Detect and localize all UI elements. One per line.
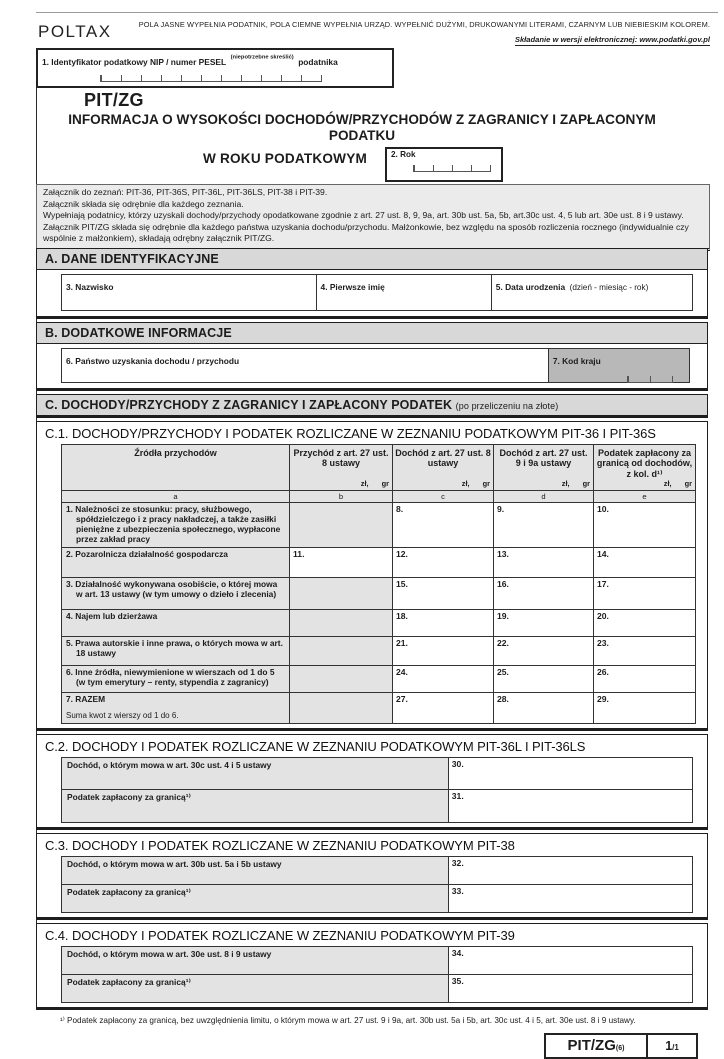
unit-zl: zł, xyxy=(360,479,369,489)
input-cell-27[interactable]: 27. xyxy=(393,692,494,723)
row-label-4: 4. Najem lub dzierżawa xyxy=(62,609,290,636)
country-label: 6. Państwo uzyskania dochodu / przychodu xyxy=(66,356,240,366)
unit-zl: zł, xyxy=(663,479,672,489)
section-c-title-note: (po przeliczeniu na złote) xyxy=(455,401,559,411)
input-cell-26[interactable]: 26. xyxy=(594,665,696,692)
c3-tax-label: Podatek zapłacony za granicą¹⁾ xyxy=(61,884,449,913)
c4-income-label: Dochód, o którym mowa w art. 30e ust. 8 i 9 ustawy xyxy=(61,946,449,975)
row-label-2: 2. Pozarolnicza działalność gospodarcza xyxy=(62,547,290,577)
col-letter-b: b xyxy=(290,491,393,503)
unit-zl: zł, xyxy=(461,479,470,489)
country-field[interactable] xyxy=(61,348,549,383)
c1-col-sources-header: Źródła przychodów xyxy=(62,445,290,491)
c2-row-tax xyxy=(61,789,693,823)
unit-gr: gr xyxy=(684,479,692,489)
instruction-line-3: Wypełniają podatnicy, którzy uzyskali dochody/przychody opodatkowane zgodnie z art. 27 ust. 8, 9, 9a, art. 30b ust. 5a, 5b, art.30c ust. 4, 5 lub art. 30e ust. 8 i 9 ustawy. Załącznik PIT/ZG składa się odrębnie dla każdego państwa uzyskania dochodu/przychodu. Małżonkowie, bez względu na sposób rozliczenia rocznego (indywidualnie czy wspólnie z małżonkiem), składają odrębny załącznik PIT/ZG. xyxy=(43,210,689,244)
c1-row-4 xyxy=(62,609,696,636)
section-c2 xyxy=(36,734,708,831)
row-label-7-razem: 7. RAZEM Suma kwot z wierszy od 1 do 6. xyxy=(62,692,290,723)
unit-zl: zł, xyxy=(561,479,570,489)
input-cell-12[interactable]: 12. xyxy=(393,547,494,577)
blocked-cell xyxy=(290,665,393,692)
input-cell-31[interactable]: 31. xyxy=(449,789,693,823)
country-code-label: 7. Kod kraju xyxy=(552,356,601,366)
razem-sublabel: Suma kwot z wierszy od 1 do 6. xyxy=(66,710,179,720)
surname-label: 3. Nazwisko xyxy=(66,282,114,292)
c4-row-tax xyxy=(61,974,693,1003)
blocked-cell xyxy=(290,636,393,665)
c3-row-income xyxy=(61,856,693,885)
input-cell-30[interactable]: 30. xyxy=(449,757,693,791)
col-letter-e: e xyxy=(594,491,696,503)
section-c4-heading: C.4. DOCHODY I PODATEK ROZLICZANE W ZEZNANIU PODATKOWYM PIT-39 xyxy=(45,928,515,944)
input-cell-23[interactable]: 23. xyxy=(594,636,696,665)
birth-date-hint: (dzień - miesiąc - rok) xyxy=(569,283,649,292)
blocked-cell xyxy=(290,577,393,609)
instruction-line-1: Załącznik do zeznań: PIT-36, PIT-36S, PIT-36L, PIT-36LS, PIT-38 i PIT-39. xyxy=(43,187,328,197)
surname-field[interactable] xyxy=(61,274,317,311)
section-c1 xyxy=(36,421,708,731)
input-cell-21[interactable]: 21. xyxy=(393,636,494,665)
c1-row-1 xyxy=(62,503,696,548)
c1-income-table xyxy=(61,444,696,724)
footer-page-number: 1/1 xyxy=(646,1035,696,1057)
input-cell-24[interactable]: 24. xyxy=(393,665,494,692)
col-letter-c: c xyxy=(393,491,494,503)
c1-col-e-header: Podatek zapłacony za granicą od dochodów, z kol. d¹⁾ zł, gr xyxy=(594,445,696,491)
tax-year-field[interactable] xyxy=(385,147,503,182)
tax-year-prefix: W ROKU PODATKOWYM xyxy=(203,151,367,166)
form-main-title: INFORMACJA O WYSOKOŚCI DOCHODÓW/PRZYCHODÓW Z ZAGRANICY I ZAPŁACONYM PODATKU xyxy=(68,112,656,144)
header-notes xyxy=(110,20,710,47)
c2-tax-label: Podatek zapłacony za granicą¹⁾ xyxy=(61,789,449,823)
nip-digit-ruler xyxy=(100,75,322,82)
section-c3 xyxy=(36,833,708,920)
section-c-header xyxy=(37,395,707,415)
country-code-ruler xyxy=(627,376,673,383)
instruction-line-2: Załącznik składa się odrębnie dla każdego zeznania. xyxy=(43,198,244,209)
c1-row-2 xyxy=(62,547,696,577)
input-cell-32[interactable]: 32. xyxy=(449,856,693,885)
section-a-row xyxy=(61,274,693,311)
section-c3-heading: C.3. DOCHODY I PODATEK ROZLICZANE W ZEZNANIU PODATKOWYM PIT-38 xyxy=(45,838,515,854)
form-instructions xyxy=(36,184,710,251)
footnote-1: ¹⁾ Podatek zapłacony za granicą, bez uwzględnienia limitu, o którym mowa w art. 27 ust. 9 i 9a, art. 30b ust. 5a i 5b, art. 30c ust. 4 i 5, art. 30e ust. 8 i 9 ustawy. xyxy=(60,1016,636,1026)
c2-income-label: Dochód, o którym mowa w art. 30c ust. 4 i 5 ustawy xyxy=(61,757,449,791)
input-cell-28[interactable]: 28. xyxy=(494,692,594,723)
form-code-title: PIT/ZG xyxy=(84,90,144,110)
form-sections xyxy=(36,248,708,1059)
unit-gr: gr xyxy=(482,479,490,489)
nip-pesel-label-small: (niepotrzebne skreślić) xyxy=(230,54,294,61)
nip-pesel-field[interactable] xyxy=(36,48,394,88)
section-b xyxy=(36,322,708,391)
section-b-row xyxy=(61,348,693,383)
input-cell-18[interactable]: 18. xyxy=(393,609,494,636)
section-a-header: A. DANE IDENTYFIKACYJNE xyxy=(37,249,707,270)
input-cell-29[interactable]: 29. xyxy=(594,692,696,723)
input-cell-19[interactable]: 19. xyxy=(494,609,594,636)
input-cell-15[interactable]: 15. xyxy=(393,577,494,609)
section-c-title: C. DOCHODY/PRZYCHODY Z ZAGRANICY I ZAPŁACONY PODATEK xyxy=(45,398,453,412)
birth-date-field[interactable] xyxy=(491,274,693,311)
first-name-field[interactable] xyxy=(316,274,492,311)
input-cell-16[interactable]: 16. xyxy=(494,577,594,609)
section-c xyxy=(36,394,708,418)
unit-gr: gr xyxy=(582,479,590,489)
unit-gr: gr xyxy=(381,479,389,489)
c1-row-total xyxy=(62,692,696,723)
input-cell-11[interactable]: 11. xyxy=(290,547,393,577)
blocked-cell xyxy=(290,609,393,636)
c3-income-label: Dochód, o którym mowa w art. 30b ust. 5a i 5b ustawy xyxy=(61,856,449,885)
top-edge-rule xyxy=(36,12,718,13)
col-letter-a: a xyxy=(62,491,290,503)
poltax-logo: POLTAX xyxy=(38,22,112,41)
input-cell-10[interactable]: 10. xyxy=(594,503,696,548)
row-label-5: 5. Prawa autorskie i inne prawa, o których mowa w art. 18 ustawy xyxy=(62,636,290,665)
section-c2-heading: C.2. DOCHODY I PODATEK ROZLICZANE W ZEZNANIU PODATKOWYM PIT-36L I PIT-36LS xyxy=(45,738,586,754)
c4-row-income xyxy=(61,946,693,975)
input-cell-17[interactable]: 17. xyxy=(594,577,696,609)
input-cell-35[interactable]: 35. xyxy=(449,974,693,1003)
country-code-field[interactable] xyxy=(548,348,690,383)
input-cell-25[interactable]: 25. xyxy=(494,665,594,692)
input-cell-8[interactable]: 8. xyxy=(393,503,494,548)
nip-pesel-label: 1. Identyfikator podatkowy NIP / numer PESEL xyxy=(42,57,227,67)
input-cell-20[interactable]: 20. xyxy=(594,609,696,636)
c3-row-tax xyxy=(61,884,693,913)
blocked-cell xyxy=(290,503,393,548)
c4-tax-label: Podatek zapłacony za granicą¹⁾ xyxy=(61,974,449,1003)
footer-page-total: /1 xyxy=(672,1043,679,1053)
year-digit-ruler xyxy=(413,165,491,172)
nip-pesel-label-suffix: podatnika xyxy=(298,57,338,67)
input-cell-34[interactable]: 34. xyxy=(449,946,693,975)
input-cell-14[interactable]: 14. xyxy=(594,547,696,577)
row-label-1: 1. Należności ze stosunku: pracy, służbowego, spółdzielczego i z pracy nakładczej, a także zasiłki pieniężne z ubezpieczenia społecznego, wypłacone przez zakład pracy xyxy=(62,503,290,548)
c1-row-3 xyxy=(62,577,696,609)
tax-year-label: 2. Rok xyxy=(391,150,416,159)
footer xyxy=(36,1033,698,1059)
row-label-6: 6. Inne źródła, niewymienione w wierszach od 1 do 5 (w tym emerytury – renty, stypendia z zagranicy) xyxy=(62,665,290,692)
footer-form-version: (6) xyxy=(615,1045,625,1053)
blocked-cell xyxy=(290,692,393,723)
section-a xyxy=(36,248,708,319)
input-cell-22[interactable]: 22. xyxy=(494,636,594,665)
col-letter-d: d xyxy=(494,491,594,503)
input-cell-33[interactable]: 33. xyxy=(449,884,693,913)
section-b-header: B. DODATKOWE INFORMACJE xyxy=(37,323,707,344)
c1-row-6 xyxy=(62,665,696,692)
c1-col-d-header: Dochód z art. 27 ust. 9 i 9a ustawy zł, gr xyxy=(494,445,594,491)
fill-instructions-note: POLA JASNE WYPEŁNIA PODATNIK, POLA CIEMNE WYPEŁNIA URZĄD. WYPEŁNIĆ DUŻYMI, DRUKOWANYMI LITERAMI, CZARNYM LUB NIEBIESKIM KOLOREM. xyxy=(138,20,710,29)
c1-col-b-header: Przychód z art. 27 ust. 8 ustawy zł, gr xyxy=(290,445,393,491)
section-c4 xyxy=(36,923,708,1010)
section-c1-heading: C.1. DOCHODY/PRZYCHODY I PODATEK ROZLICZANE W ZEZNANIU PODATKOWYM PIT-36 I PIT-36S xyxy=(45,426,656,441)
footer-form-code: PIT/ZG(6) xyxy=(567,1037,625,1055)
c2-row-income xyxy=(61,757,693,791)
efiling-note: Składanie w wersji elektronicznej: www.podatki.gov.pl xyxy=(514,35,710,44)
first-name-label: 4. Pierwsze imię xyxy=(320,282,385,292)
row-label-3: 3. Działalność wykonywana osobiście, o której mowa w art. 13 ustawy (w tym umowy o dzieło i zlecenia) xyxy=(62,577,290,609)
c1-column-letters-row xyxy=(62,491,696,503)
input-cell-13[interactable]: 13. xyxy=(494,547,594,577)
footer-form-box xyxy=(544,1033,698,1059)
c1-col-c-header: Dochód z art. 27 ust. 8 ustawy zł, gr xyxy=(393,445,494,491)
input-cell-9[interactable]: 9. xyxy=(494,503,594,548)
birth-date-label: 5. Data urodzenia xyxy=(495,282,566,292)
c1-row-5 xyxy=(62,636,696,665)
